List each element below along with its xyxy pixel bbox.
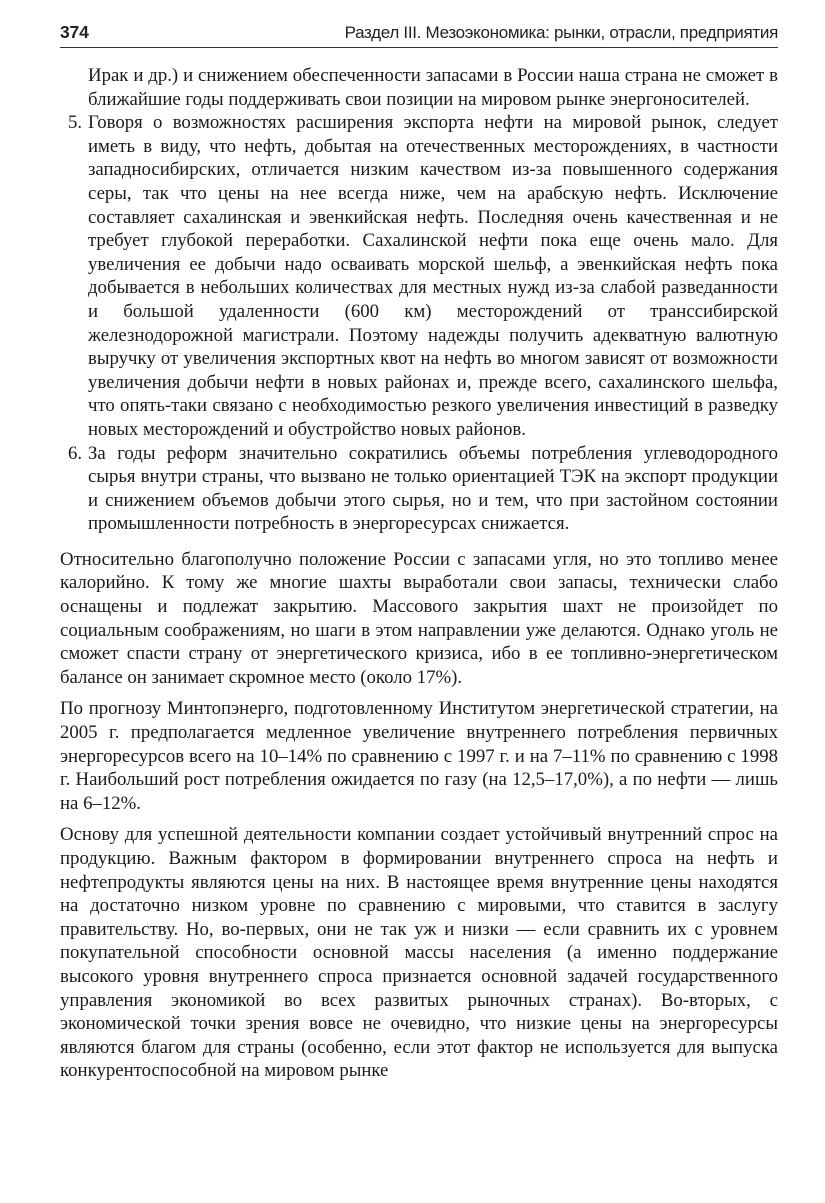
page-number: 374 [60, 22, 89, 42]
list-item-6 [60, 442, 778, 536]
running-header [60, 22, 778, 48]
list-item-5 [60, 111, 778, 441]
list-item-number: 5. [68, 112, 83, 134]
paragraph-forecast: По прогнозу Минтопэнерго, подготовленному Институтом энергетической стратегии, на 2005 г. предполагается медленное увеличение внутреннего потребления первичных энергоресурсов всего на 10–14% по сравнению с 1997 г. и на 7–11% по сравнению с 1998 г. Наибольший рост потребления ожидается по газу (на 12,5–17,0%), а по нефти — лишь на 6–12%. [60, 698, 778, 814]
section-title: Раздел III. Мезоэкономика: рынки, отрасли, предприятия [344, 23, 778, 42]
list-item-number: 6. [68, 442, 83, 464]
page-body [60, 64, 778, 1083]
paragraph-demand: Основу для успешной деятельности компании создает устойчивый внутренний спрос на продукцию. Важным фактором в формировании внутреннего спроса на нефть и нефтепродукты являются цены на них. В настоящее время внутренние цены находятся на достаточно низком уровне по сравнению с мировыми, что ставится в заслугу правительству. Но, во-первых, они не так уж и низки — если сравнить их с уровнем покупательной способности основной массы населения (а именно поддержание высокого уровня внутреннего спроса признается основной задачей государственного управления экономикой во всех развитых рыночных странах). Во-вторых, с экономической точки зрения вовсе не очевидно, что низкие цены на энергоресурсы являются благом для страны (особенно, если этот фактор не используется для выпуска конкурентоспособной на мировом рынке [60, 824, 778, 1082]
continued-paragraph: Ирак и др.) и снижением обеспеченности запасами в России наша страна не сможет в ближайшие годы поддерживать свои позиции на мировом рынке энергоносителей. [88, 65, 778, 110]
numbered-list [60, 111, 778, 536]
list-item-text: За годы реформ значительно сократились объемы потребления углеводородного сырья внутри страны, что вызвано не только ориентацией ТЭК на экспорт продукции и снижением объемов добычи этого сырья, но и тем, что при застойном состоянии промышленности потребность в энергоресурсах снижается. [88, 442, 778, 535]
list-item-text: Говоря о возможностях расширения экспорта нефти на мировой рынок, следует иметь в виду, что нефть, добытая на отечественных месторождениях, в частности западносибирских, отличается низким качеством из-за повышенного содержания серы, так что цены на нее всегда ниже, чем на арабскую нефть. Исключение составляет сахалинская и эвенкийская нефть. Последняя очень качественная и не требует глубокой переработки. Сахалинской нефти пока еще очень мало. Для увеличения ее добычи надо осваивать морской шельф, а эвенкийская нефть пока добывается в небольших количествах для местных нужд из-за слабой разведанности и большой удаленности (600 км) месторождений от транссибирской железнодорожной магистрали. Поэтому надежды получить адекватную валютную выручку от увеличения экспортных квот на нефть во многом зависят от возможности увеличения добычи нефти в новых районах и, прежде всего, сахалинского шельфа, что опять-таки связано с необходимостью резкого увеличения инвестиций в разведку новых месторождений и обустройство новых районов. [88, 112, 778, 440]
book-page [60, 22, 778, 1083]
paragraph-coal: Относительно благополучно положение России с запасами угля, но это топливо менее калорийно. К тому же многие шахты выработали свои запасы, технически слабо оснащены и подлежат закрытию. Массового закрытия шахт не произойдет по социальным соображениям, но шаги в этом направлении уже делаются. Однако уголь не сможет спасти страну от энергетического кризиса, ибо в ее топливно-энергетическом балансе он занимает скромное место (около 17%). [60, 548, 778, 688]
